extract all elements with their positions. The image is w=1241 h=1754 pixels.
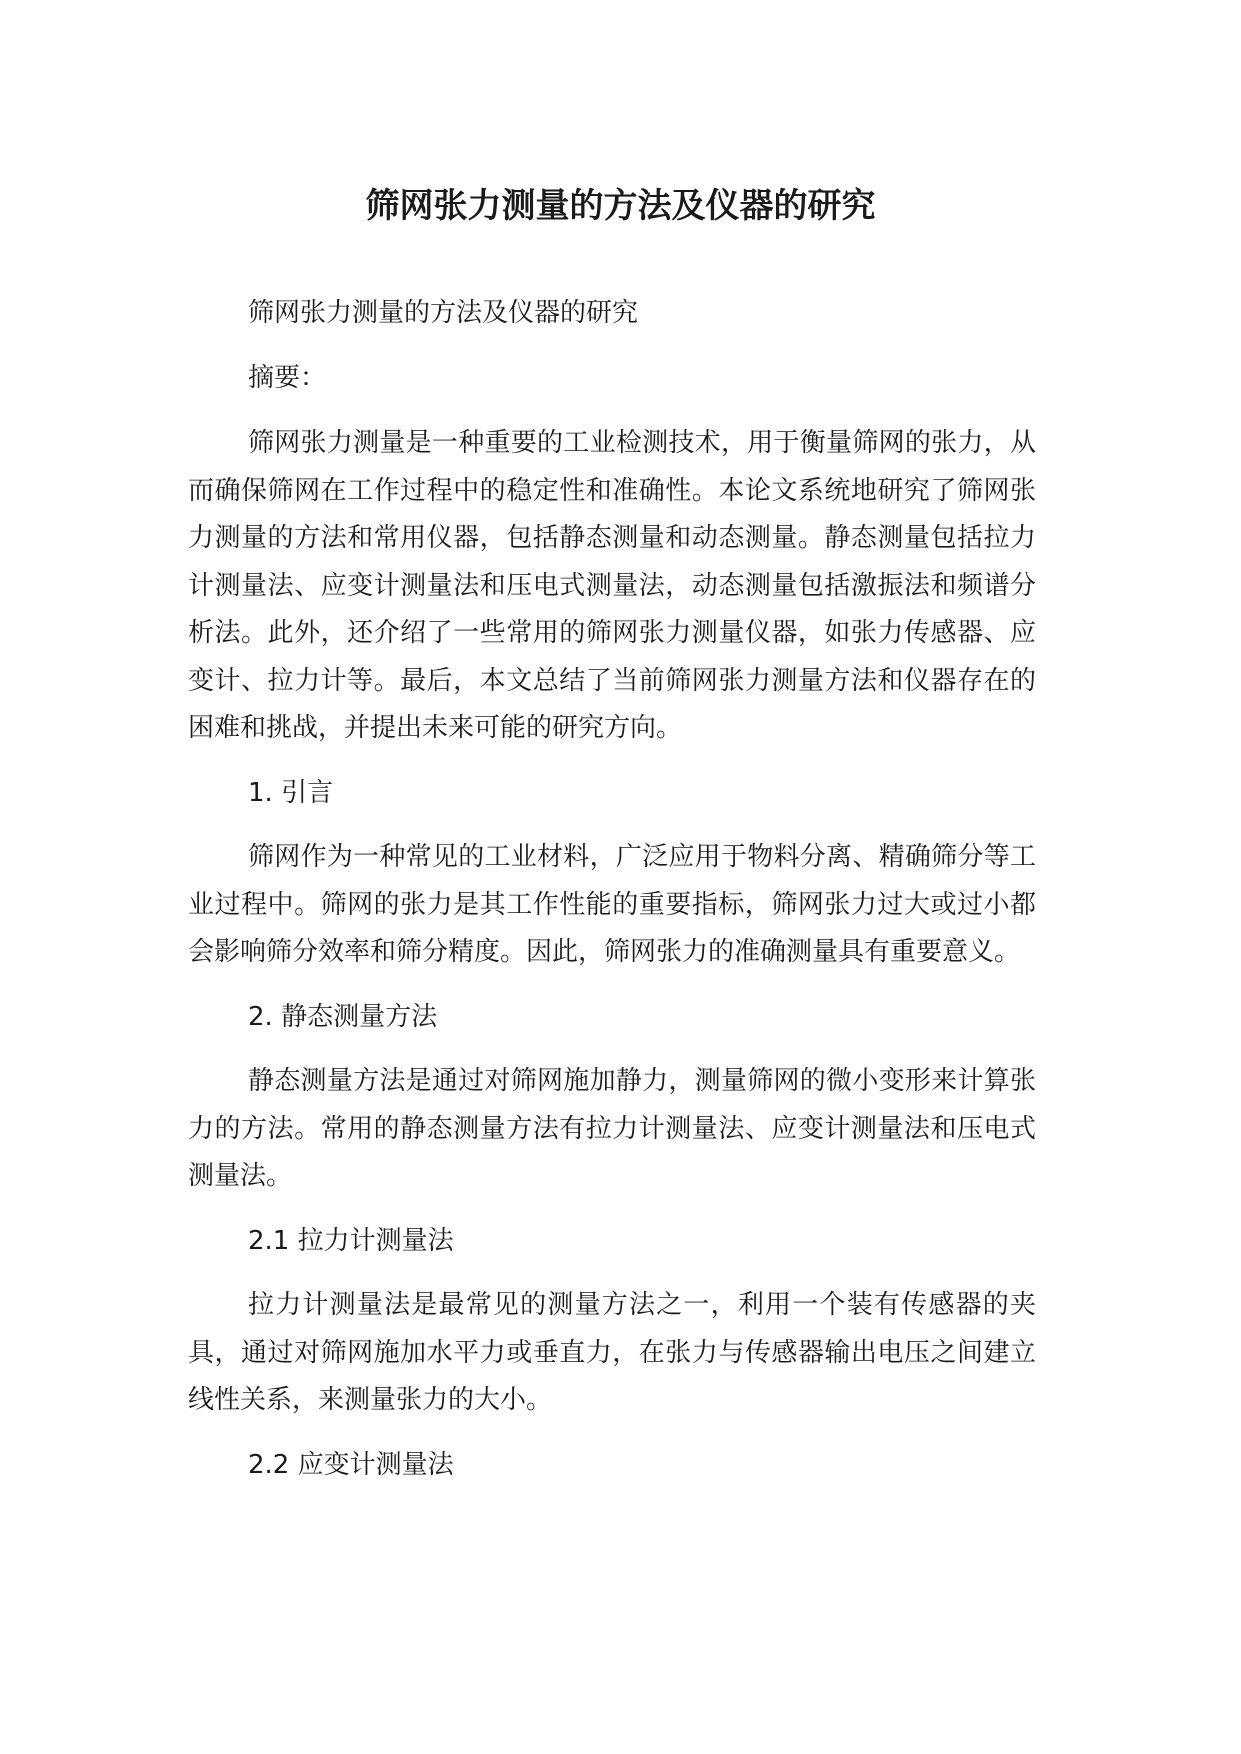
section-heading-strain-gauge: 2.2 应变计测量法	[248, 1449, 454, 1480]
section-body-static-methods: 静态测量方法是通过对筛网施加静力，测量筛网的微小变形来计算张力的方法。常用的静态测量方法有拉力计测量法、应变计测量法和压电式测量法。	[188, 1066, 1036, 1191]
abstract-paragraph: 筛网张力测量是一种重要的工业检测技术，用于衡量筛网的张力，从而确保筛网在工作过程中的稳定性和准确性。本论文系统地研究了筛网张力测量的方法和常用仪器，包括静态测量和动态测量。静态测量包括拉力计测量法、应变计测量法和压电式测量法，动态测量包括激振法和频谱分析法。此外，还介绍了一些常用的筛网张力测量仪器，如张力传感器、应变计、拉力计等。最后，本文总结了当前筛网张力测量方法和仪器存在的困难和挑战，并提出未来可能的研究方向。	[188, 428, 1036, 743]
subtitle-line: 筛网张力测量的方法及仪器的研究	[248, 298, 639, 328]
section-heading-tension-meter: 2.1 拉力计测量法	[248, 1225, 454, 1256]
document-title: 筛网张力测量的方法及仪器的研究	[365, 186, 876, 226]
document-body	[188, 290, 1036, 1506]
section-heading-introduction: 1. 引言	[248, 777, 334, 808]
section-heading-static-methods: 2. 静态测量方法	[248, 1001, 438, 1032]
section-body-tension-meter: 拉力计测量法是最常见的测量方法之一，利用一个装有传感器的夹具，通过对筛网施加水平力或垂直力，在张力与传感器输出电压之间建立线性关系，来测量张力的大小。	[188, 1290, 1036, 1415]
section-body-introduction: 筛网作为一种常见的工业材料，广泛应用于物料分离、精确筛分等工业过程中。筛网的张力是其工作性能的重要指标，筛网张力过大或过小都会影响筛分效率和筛分精度。因此，筛网张力的准确测量具有重要意义。	[188, 842, 1036, 967]
abstract-label: 摘要：	[248, 362, 327, 393]
